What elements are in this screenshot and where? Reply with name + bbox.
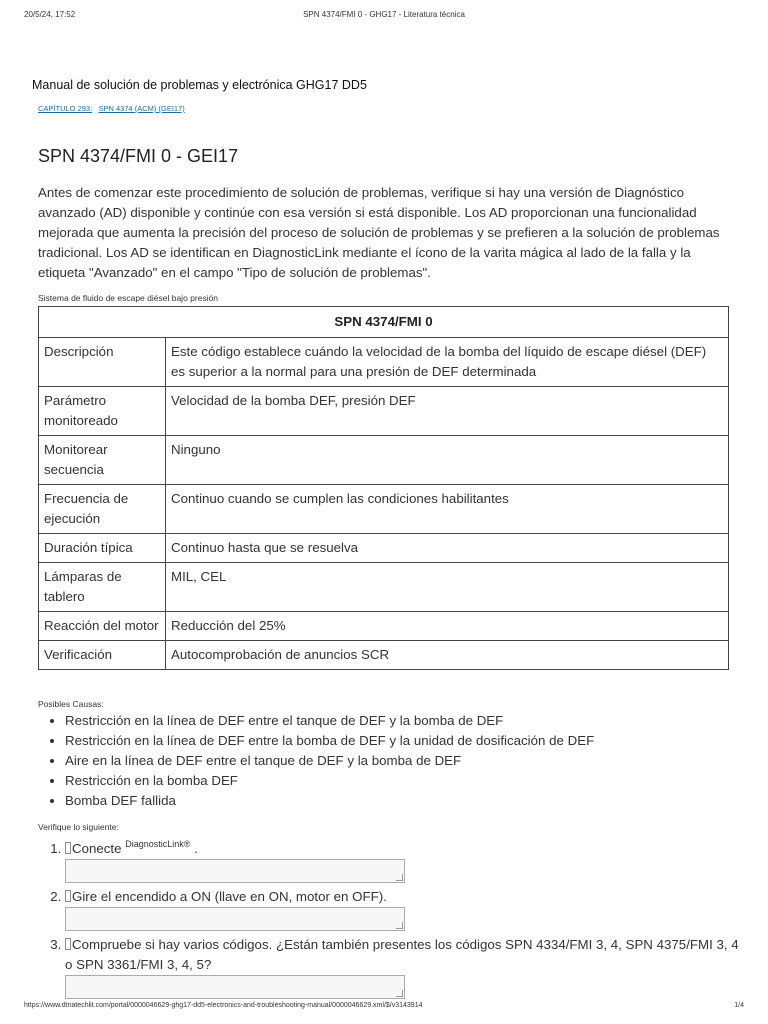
resize-grip-icon[interactable] (396, 922, 403, 929)
row-value: Autocomprobación de anuncios SCR (166, 641, 729, 670)
print-url: https://www.dtnatechlit.com/portal/0000046629-ghg17-dd5-electronics-and-troubleshooting-manual/0000046629.xml/$/v3143914 (24, 1002, 423, 1009)
step-item (65, 935, 745, 999)
answer-textarea[interactable] (65, 859, 405, 883)
manual-title: Manual de solución de problemas y electrónica GHG17 DD5 (32, 78, 367, 92)
step-text: Compruebe si hay varios códigos. ¿Están también presentes los códigos SPN 4334/FMI 3, 4, SPN 4375/FMI 3, 4 o SPN 3361/FMI 3, 4, 5? (65, 937, 739, 972)
table-caption: Sistema de fluido de escape diésel bajo presión (38, 293, 219, 303)
table-row (39, 534, 729, 563)
placeholder-glyph-icon (65, 890, 71, 902)
spec-table (38, 306, 729, 670)
row-label: Lámparas de tablero (39, 563, 166, 612)
list-item: • Restricción en la línea de DEF entre la bomba de DEF y la unidad de dosificación de DEF (65, 731, 594, 751)
intro-paragraph: Antes de comenzar este procedimiento de solución de problemas, verifique si hay una versión de Diagnóstico avanzado (AD) disponible y continúe con esa versión si está disponible. Los AD proporcionan una funcionalidad mejorada que aumenta la precisión del proceso de solución de problemas y se prefieren a la solución de problemas tradicional. Los AD se identifican en DiagnosticLink mediante el ícono de la varita mágica al lado de la falla y la etiqueta "Avanzado" en el campo "Tipo de solución de problemas". (38, 185, 720, 280)
step-text: Gire el encendido a ON (llave en ON, motor en OFF). (72, 889, 387, 904)
resize-grip-icon[interactable] (396, 990, 403, 997)
placeholder-glyph-icon (65, 938, 71, 950)
row-value: Este código establece cuándo la velocidad de la bomba del líquido de escape diésel (DEF) es superior a la normal para una presión de DEF determinada (166, 338, 729, 387)
breadcrumb-chapter-link[interactable]: CAPÍTULO 293: (38, 104, 93, 113)
table-header: SPN 4374/FMI 0 (39, 307, 729, 338)
print-page-title: SPN 4374/FMI 0 - GHG17 - Literatura técnica (303, 10, 465, 19)
list-item: • Bomba DEF fallida (65, 791, 594, 811)
table-row (39, 338, 729, 387)
placeholder-glyph-icon (65, 842, 71, 854)
print-page-number: 1/4 (734, 1002, 744, 1009)
table-row (39, 387, 729, 436)
causes-list (38, 711, 594, 811)
breadcrumb-separator (94, 104, 96, 113)
list-item: • Restricción en la bomba DEF (65, 771, 594, 791)
step-item (65, 887, 745, 931)
answer-textarea[interactable] (65, 907, 405, 931)
row-label: Descripción (39, 338, 166, 387)
list-item: • Aire en la línea de DEF entre el tanque de DEF y la bomba de DEF (65, 751, 594, 771)
verify-label: Verifique lo siguiente: (38, 822, 119, 832)
step-text: Conecte (72, 841, 126, 856)
print-date: 20/5/24, 17:52 (24, 10, 76, 19)
table-row (39, 612, 729, 641)
row-value: MIL, CEL (166, 563, 729, 612)
table-row (39, 436, 729, 485)
causes-label: Posibles Causas: (38, 699, 104, 709)
row-value: Reducción del 25% (166, 612, 729, 641)
row-value: Velocidad de la bomba DEF, presión DEF (166, 387, 729, 436)
row-label: Parámetro monitoreado (39, 387, 166, 436)
answer-textarea[interactable] (65, 975, 405, 999)
table-row (39, 563, 729, 612)
table-row (39, 485, 729, 534)
step-item (65, 834, 745, 883)
row-label: Monitorear secuencia (39, 436, 166, 485)
row-label: Frecuencia de ejecución (39, 485, 166, 534)
table-row (39, 641, 729, 670)
step-text-after: . (190, 841, 198, 856)
row-label: Duración típica (39, 534, 166, 563)
row-label: Verificación (39, 641, 166, 670)
list-item: • Restricción en la línea de DEF entre el tanque de DEF y la bomba de DEF (65, 711, 594, 731)
verify-steps (38, 834, 745, 1003)
row-value: Ninguno (166, 436, 729, 485)
breadcrumb (38, 104, 185, 113)
row-value: Continuo cuando se cumplen las condiciones habilitantes (166, 485, 729, 534)
breadcrumb-section-link[interactable]: SPN 4374 (ACM) (GEI17) (98, 104, 185, 113)
page-title: SPN 4374/FMI 0 - GEI17 (38, 146, 239, 166)
row-label: Reacción del motor (39, 612, 166, 641)
row-value: Continuo hasta que se resuelva (166, 534, 729, 563)
resize-grip-icon[interactable] (396, 874, 403, 881)
step-superscript: DiagnosticLink® (125, 839, 191, 849)
